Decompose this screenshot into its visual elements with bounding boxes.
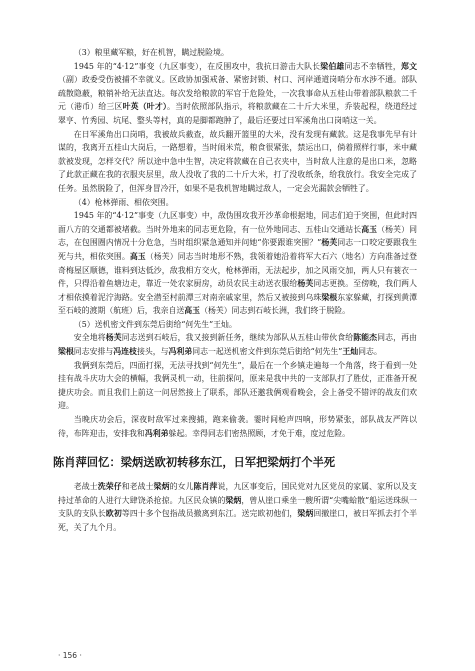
bold-name: 高玉	[184, 306, 201, 316]
bold-name: 杨芙	[105, 333, 122, 343]
bold-name: 梁炳	[153, 482, 170, 492]
bold-name: 高玉	[361, 224, 378, 234]
bold-name: 杨芙	[321, 238, 338, 248]
section-heading: 陈肖萍回忆：梁炳送欧初转移东江，日军把梁炳打个半死	[53, 456, 336, 470]
bold-name: 冯利弟	[144, 428, 169, 438]
paragraph: 在日军溪角出口岗哨，我被故兵截查，故兵翻开篮里的大米，没有发现有藏款。这是我事先早有计谋的，我离开五桂山大岗后，一路想着，当时闹米荒，粮食很紧张，禁运出口，倘着照样行事，米中藏款被发现，怎样交代？所以途中急中生智，决定将款藏在自己衣夹中，当时敌人注意的是出口米，忽略了此款正藏在我的衣服夹层里，敌人没收了我的二十斤大米，打了没收纸条，给我放行。我安全完成了任务。虽然脱险了，但浑身冒冷汗，如果不是我机智地瞒过敌人，一定会光漏款会牺牲了。	[58, 129, 417, 193]
bold-name: 梁炳	[297, 509, 314, 519]
paragraph: 我俩到东莞后，四面打探，无法寻找到“何先生”，最后在一个乡镇走遍每一个角落，终于看到一处挂有战斗庆功大会的横幅，我俩灵机一动，往前探问，原来是我中共的一支部队打了胜仗，正准备开祝捷庆功会。而且我们上前这一问居然接上了联系，部队还邀我俩观看晚会，会上备受不错评的战友们欢迎。	[58, 360, 417, 411]
page-number: · 156 ·	[58, 651, 82, 660]
bold-name: 洗荣仔	[97, 482, 122, 492]
bold-name: 陈能杰	[353, 333, 378, 343]
paragraph: 1945 年的“4·12”事变（九区事变），在反围攻中，我抗日游击大队长梁伯雄同志不幸牺牲，郑文（副）政委受伤被捕不幸就义。区政协加强戒备、紧密封锁、村口、河岸通道岗哨分布水涉不通。部队疏散隐蔽，粮销补给无法直达。每次发给粮款的军官于危险处，一次我事命从五桂山带着部队粮款二千元（港币）给三区叶英（叶才）。当时依照部队指示，将粮款藏在二十斤大米里，乔装起程，绕道经过翠亨、竹秀园、坑尾、整头等村，真的是脚都跑肿了，最后还要过日军溪角出口岗哨这一关。	[58, 61, 417, 125]
bold-name: 冯连枝	[113, 347, 137, 357]
bold-name: 陈肖萍	[193, 482, 218, 492]
bold-name: 梁炳	[225, 495, 242, 505]
bold-name: 郑文	[401, 61, 417, 71]
bold-name: 梁根	[58, 347, 74, 357]
bold-name: 梁根	[321, 292, 338, 302]
bold-name: 叶英（叶才）	[122, 102, 168, 112]
bold-name: 王灿	[342, 347, 359, 357]
paragraph: （4）枪林弹雨、相依突围。	[73, 197, 174, 207]
bold-name: 梁伯雄	[320, 61, 345, 71]
body-text	[58, 46, 417, 440]
bold-name: 冯利弟	[168, 347, 193, 357]
bold-name: 欧初	[105, 509, 122, 519]
paragraph: 安全地将杨芙同志送到石岐后，我又接到新任务，继续为部队从五桂山带伙食给陈能杰同志，再由梁根同志安排与冯连枝接头，与冯利弟同志一起送机密文件到东莞后街给“何先生”王灿同志。	[58, 333, 417, 357]
paragraph: 1945 年的“4·12”事变（九区事变）中，敌伪围攻我开沙革命根据地，同志们迫于突围，但此时四面八方的交通都被堵截。当时外地来的同志更危险，有一位外地同志、五桂山交通站长高玉（杨芙）同志，在包围圈内情况十分危急，当时组织紧急通知并问她“你要跟谁突围？”杨芙同志一口咬定要跟我生死与共，相依突围。高玉（杨芙）同志当时地形不熟，我领着她沿着将军大石六（地名）方向准备过登奇梅屋区顺德，谁料到达低沙，敌我相方交火，枪林弹雨，无法起步，加之风雨交加，两人只有蓑衣一件，只得沿着鱼塘边走，靠近一处农家厨房，动员农民主动送衣服给杨芙同志更换。至傍晚，我们两人才相依摸着泥泞海路。安全潜至村前潭三对南亲戚家里，然后又被接到乌珠梁根东家躲藏，打探到黄潭至石岐的渡期（航班）后，我亲自送高玉（杨芙）同志到石岐长洲，我们终于脱险。	[58, 211, 417, 316]
closing-paragraph: 老战士洗荣仔和老战士梁炳的女儿陈肖萍说，九区事变后，国民党对九区党员的家属、家所以及支持过革命的人进行大肆饶杀抢掠。九区民众镇的梁炳，曾从崖口乘坐一艘所谓“尖嘴蛤散”船运送珠纵一支队的支队长欧初等四十多个包指战员撤离到东江。送完欧初他们，梁炳回撤崖口，被日军抓去打个半死，关了九个月。	[58, 482, 417, 532]
bold-name: 杨芙	[297, 279, 314, 289]
paragraph: （5）送机密文件到东莞后街给“何先生”王灿。	[73, 319, 237, 329]
paragraph: （3）粮里藏军粮，好在机智，瞒过脱险境。	[73, 48, 229, 57]
paragraph: 当晚庆功会后，深夜时敌军过来搜捕，跑来偷袭。霎时间枪声四响，形势紧张，部队战友严阵以待，布阵迎击，安排我和冯利弟躲起。幸得同志们密热照顾，才免于难，度过危险。	[58, 415, 417, 438]
bold-name: 高玉	[129, 251, 146, 261]
